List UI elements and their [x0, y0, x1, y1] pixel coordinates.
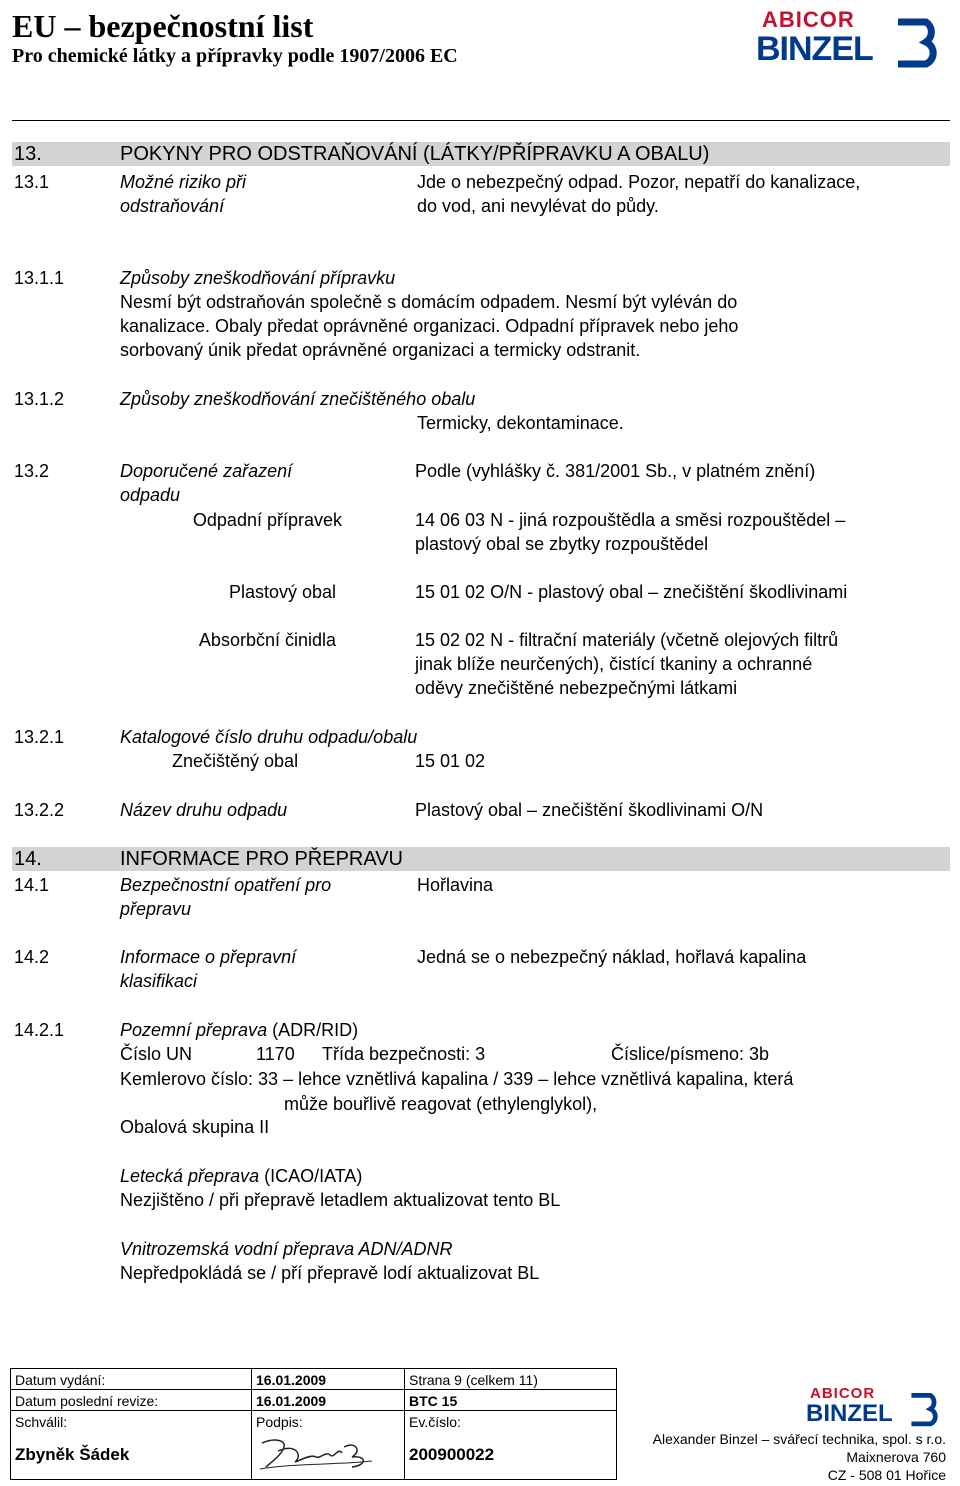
item-14-1-label: Bezpečnostní opatření pro — [120, 875, 332, 895]
hazard-class: Třída bezpečnosti: 3 — [322, 1044, 486, 1064]
handwritten-signature — [256, 1433, 376, 1473]
item-13-2-label-cont: odpadu — [120, 485, 181, 505]
classification-code: Číslice/písmeno: 3b — [611, 1044, 770, 1064]
item-14-1-text: Hořlavina — [417, 875, 494, 895]
item-13-2-2-title: Název druhu odpadu — [120, 800, 288, 820]
land-transport-suffix: (ADR/RID) — [267, 1020, 359, 1040]
waste-code-absorbent: 15 02 02 N - filtrační materiály (včetně olejových filtrů — [415, 630, 839, 650]
section-14-title: INFORMACE PRO PŘEPRAVU — [120, 848, 403, 870]
item-13-1-1-line1: Nesmí být odstraňován společně s domácím odpadem. Nesmí být vyléván do — [120, 292, 738, 312]
ev-number-label: Ev.číslo: — [405, 1411, 617, 1432]
header-rule — [12, 120, 950, 121]
kemler-number: Kemlerovo číslo: 33 – lehce vznětlivá kapalina / 339 – lehce vznětlivá kapalina, která — [120, 1069, 794, 1089]
inland-water-text: Nepředpokládá se / pří přepravě lodí aktualizovat BL — [120, 1263, 540, 1283]
waste-code-preparation: 14 06 03 N - jiná rozpouštědla a směsi rozpouštědel – — [415, 510, 846, 530]
item-14-1-number: 14.1 — [14, 875, 50, 895]
item-13-2-text: Podle (vyhlášky č. 381/2001 Sb., v platném znění) — [415, 461, 816, 481]
approved-by-label: Schválil: — [11, 1411, 252, 1432]
binzel-b-icon — [892, 14, 944, 70]
approver-name: Zbyněk Šádek — [11, 1431, 252, 1480]
kemler-number-cont: může bouřlivě reagovat (ethylenglykol), — [284, 1094, 598, 1114]
company-street: Maixnerova 760 — [846, 1449, 946, 1465]
revision-date-label: Datum poslední revize: — [11, 1390, 252, 1411]
page-number: Strana 9 (celkem 11) — [405, 1369, 617, 1390]
item-14-1-label-cont: přepravu — [120, 899, 192, 919]
inland-water-title: Vnitrozemská vodní přeprava ADN/ADNR — [120, 1239, 453, 1259]
waste-label-absorbent: Absorbční činidla — [198, 630, 336, 650]
item-13-2-1-number: 13.2.1 — [14, 727, 65, 747]
footer-logo: ABICOR BINZEL — [802, 1386, 948, 1430]
document-subtitle: Pro chemické látky a přípravky podle 1907/2006 EC — [12, 45, 458, 67]
land-transport-title: Pozemní přeprava — [120, 1020, 268, 1040]
air-transport-text: Nezjištěno / při přepravě letadlem aktualizovat tento BL — [120, 1190, 561, 1210]
item-13-1-1-title: Způsoby zneškodňování přípravku — [120, 268, 396, 288]
un-number-value: 1170 — [256, 1044, 295, 1064]
waste-label-preparation: Odpadní přípravek — [192, 510, 342, 530]
section-13-title: POKYNY PRO ODSTRAŇOVÁNÍ (LÁTKY/PŘÍPRAVKU A OBALU) — [120, 143, 710, 165]
packing-group: Obalová skupina II — [120, 1117, 270, 1137]
item-13-2-1-title: Katalogové číslo druhu odpadu/obalu — [120, 727, 418, 747]
waste-code-plastic: 15 01 02 O/N - plastový obal – znečištění škodlivinami — [415, 582, 848, 602]
signature-cell — [252, 1431, 405, 1480]
item-13-1-label: Možné riziko při — [120, 172, 247, 192]
air-transport-title-text: Letecká přeprava — [120, 1166, 260, 1186]
btc-code: BTC 15 — [405, 1390, 617, 1411]
section-13-number: 13. — [14, 143, 42, 165]
waste-code-absorbent-cont2: oděvy znečištěné nebezpečnými látkami — [415, 678, 738, 698]
waste-label-plastic: Plastový obal — [228, 582, 336, 602]
un-number-label: Číslo UN — [120, 1044, 193, 1064]
waste-code-absorbent-cont1: jinak blíže neurčených), čistící tkaniny a ochranné — [415, 654, 813, 674]
item-13-1-1-line2: kanalizace. Obaly předat oprávněné organizaci. Odpadní přípravek nebo jeho — [120, 316, 739, 336]
item-13-1-1-line3: sorbovaný únik předat oprávněné organizaci a termicky odstranit. — [120, 340, 641, 360]
signature-label: Podpis: — [252, 1411, 405, 1432]
item-14-2-number: 14.2 — [14, 947, 50, 967]
item-14-2-1-number: 14.2.1 — [14, 1020, 65, 1040]
document-title: EU – bezpečnostní list — [12, 8, 314, 44]
company-logo: ABICOR BINZEL — [752, 8, 947, 72]
air-transport-title — [120, 1164, 362, 1188]
ev-number-value: 200900022 — [405, 1431, 617, 1480]
item-14-2-text: Jedná se o nebezpečný náklad, hořlavá kapalina — [417, 947, 807, 967]
item-13-1-number: 13.1 — [14, 172, 50, 192]
item-14-2-label-cont: klasifikaci — [120, 971, 198, 991]
footer-table — [10, 1368, 617, 1480]
item-13-1-2-title: Způsoby zneškodňování znečištěného obalu — [120, 389, 476, 409]
air-transport-suffix: (ICAO/IATA) — [259, 1166, 363, 1186]
item-13-2-2-text: Plastový obal – znečištění škodlivinami O/N — [415, 800, 764, 820]
company-name: Alexander Binzel – svářecí technika, spol. s r.o. — [652, 1431, 946, 1447]
item-13-2-2-number: 13.2.2 — [14, 800, 65, 820]
item-13-2-1-sub-label: Znečištěný obal — [172, 751, 299, 771]
item-13-1-label-cont: odstraňování — [120, 196, 225, 216]
section-14-number: 14. — [14, 848, 42, 870]
item-13-2-label: Doporučené zařazení — [120, 461, 293, 481]
revision-date-value: 16.01.2009 — [252, 1390, 405, 1411]
item-13-1-text-cont: do vod, ani nevylévat do půdy. — [417, 196, 659, 216]
item-13-1-2-text: Termicky, dekontaminace. — [417, 413, 624, 433]
item-13-1-2-number: 13.1.2 — [14, 389, 65, 409]
item-14-2-label: Informace o přepravní — [120, 947, 297, 967]
item-13-2-number: 13.2 — [14, 461, 50, 481]
item-13-1-1-number: 13.1.1 — [14, 268, 65, 288]
item-13-2-1-sub-value: 15 01 02 — [415, 751, 486, 771]
company-city: CZ - 508 01 Hořice — [827, 1467, 946, 1483]
footer-binzel-b-icon — [906, 1390, 944, 1428]
item-14-2-1-title — [120, 1018, 358, 1042]
item-13-1-text: Jde o nebezpečný odpad. Pozor, nepatří do kanalizace, — [417, 172, 861, 192]
waste-code-preparation-cont: plastový obal se zbytky rozpouštědel — [415, 534, 709, 554]
issue-date-label: Datum vydání: — [11, 1369, 252, 1390]
issue-date-value: 16.01.2009 — [252, 1369, 405, 1390]
